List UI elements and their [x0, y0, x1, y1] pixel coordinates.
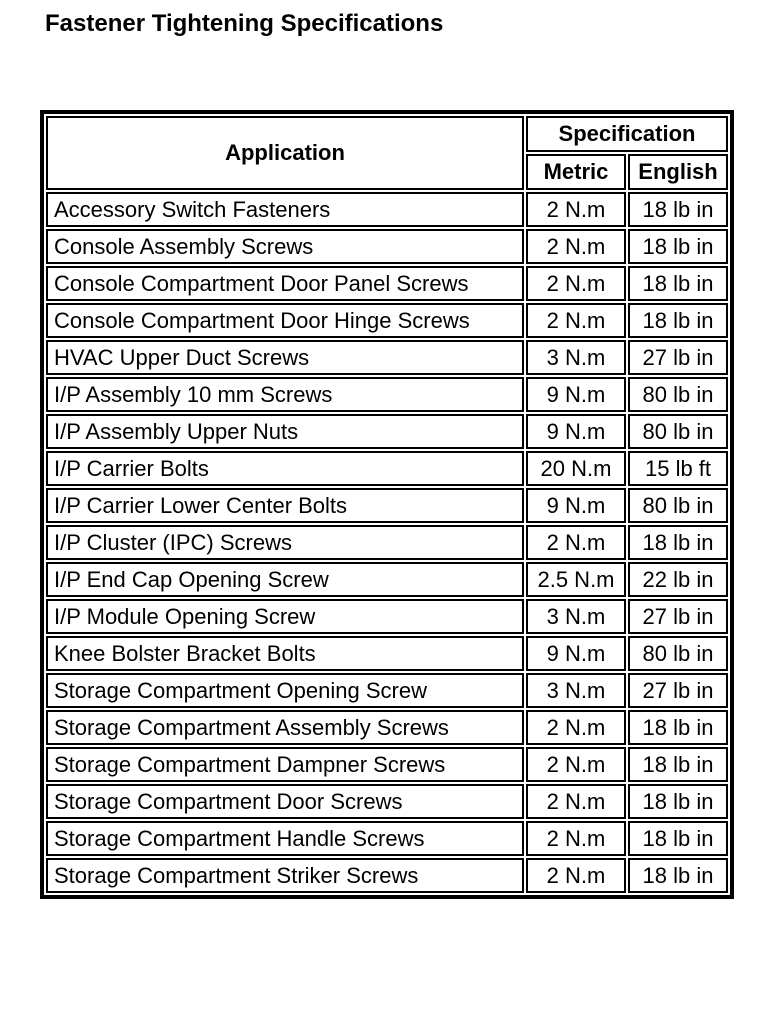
- english-cell: 18 lb in: [628, 858, 728, 893]
- metric-cell: 2 N.m: [526, 821, 626, 856]
- metric-cell: 2.5 N.m: [526, 562, 626, 597]
- application-cell: Storage Compartment Handle Screws: [46, 821, 524, 856]
- application-cell: HVAC Upper Duct Screws: [46, 340, 524, 375]
- table-row: [46, 266, 728, 301]
- application-cell: I/P Assembly 10 mm Screws: [46, 377, 524, 412]
- metric-cell: 20 N.m: [526, 451, 626, 486]
- english-cell: 27 lb in: [628, 599, 728, 634]
- table-row: [46, 303, 728, 338]
- application-cell: I/P Carrier Bolts: [46, 451, 524, 486]
- table-row: [46, 562, 728, 597]
- table-row: [46, 377, 728, 412]
- table-row: [46, 710, 728, 745]
- english-cell: 80 lb in: [628, 377, 728, 412]
- metric-cell: 9 N.m: [526, 488, 626, 523]
- english-cell: 22 lb in: [628, 562, 728, 597]
- table-row: [46, 192, 728, 227]
- english-cell: 27 lb in: [628, 673, 728, 708]
- application-cell: I/P End Cap Opening Screw: [46, 562, 524, 597]
- english-cell: 80 lb in: [628, 488, 728, 523]
- spec-table-body: [46, 192, 728, 893]
- english-cell: 80 lb in: [628, 414, 728, 449]
- metric-cell: 9 N.m: [526, 414, 626, 449]
- metric-cell: 3 N.m: [526, 673, 626, 708]
- application-cell: I/P Module Opening Screw: [46, 599, 524, 634]
- metric-cell: 2 N.m: [526, 303, 626, 338]
- application-cell: Storage Compartment Door Screws: [46, 784, 524, 819]
- table-row: [46, 636, 728, 671]
- table-row: [46, 414, 728, 449]
- application-cell: I/P Carrier Lower Center Bolts: [46, 488, 524, 523]
- metric-cell: 3 N.m: [526, 599, 626, 634]
- table-row: [46, 599, 728, 634]
- table-row: [46, 340, 728, 375]
- header-row-top: [46, 116, 728, 152]
- metric-cell: 2 N.m: [526, 747, 626, 782]
- metric-cell: 2 N.m: [526, 858, 626, 893]
- metric-cell: 9 N.m: [526, 636, 626, 671]
- metric-cell: 2 N.m: [526, 784, 626, 819]
- application-cell: I/P Cluster (IPC) Screws: [46, 525, 524, 560]
- page-title: Fastener Tightening Specifications: [45, 10, 444, 37]
- application-cell: Console Compartment Door Panel Screws: [46, 266, 524, 301]
- application-cell: Storage Compartment Assembly Screws: [46, 710, 524, 745]
- application-cell: Accessory Switch Fasteners: [46, 192, 524, 227]
- metric-cell: 2 N.m: [526, 710, 626, 745]
- english-cell: 18 lb in: [628, 229, 728, 264]
- application-cell: Console Compartment Door Hinge Screws: [46, 303, 524, 338]
- english-cell: 18 lb in: [628, 192, 728, 227]
- english-cell: 80 lb in: [628, 636, 728, 671]
- english-cell: 18 lb in: [628, 266, 728, 301]
- application-cell: Knee Bolster Bracket Bolts: [46, 636, 524, 671]
- application-cell: I/P Assembly Upper Nuts: [46, 414, 524, 449]
- english-cell: 18 lb in: [628, 747, 728, 782]
- table-row: [46, 451, 728, 486]
- table-row: [46, 821, 728, 856]
- table-row: [46, 858, 728, 893]
- application-cell: Storage Compartment Striker Screws: [46, 858, 524, 893]
- table-row: [46, 673, 728, 708]
- metric-cell: 2 N.m: [526, 266, 626, 301]
- metric-cell: 2 N.m: [526, 192, 626, 227]
- column-header-application: Application: [46, 116, 524, 190]
- application-cell: Console Assembly Screws: [46, 229, 524, 264]
- table-row: [46, 229, 728, 264]
- spec-table-header: [46, 116, 728, 190]
- table-row: [46, 488, 728, 523]
- english-cell: 18 lb in: [628, 525, 728, 560]
- table-row: [46, 747, 728, 782]
- column-header-english: English: [628, 154, 728, 190]
- metric-cell: 9 N.m: [526, 377, 626, 412]
- fastener-spec-table: [40, 110, 734, 899]
- metric-cell: 3 N.m: [526, 340, 626, 375]
- english-cell: 27 lb in: [628, 340, 728, 375]
- english-cell: 18 lb in: [628, 821, 728, 856]
- english-cell: 18 lb in: [628, 710, 728, 745]
- metric-cell: 2 N.m: [526, 525, 626, 560]
- column-header-metric: Metric: [526, 154, 626, 190]
- english-cell: 18 lb in: [628, 303, 728, 338]
- table-row: [46, 525, 728, 560]
- metric-cell: 2 N.m: [526, 229, 626, 264]
- application-cell: Storage Compartment Dampner Screws: [46, 747, 524, 782]
- application-cell: Storage Compartment Opening Screw: [46, 673, 524, 708]
- english-cell: 15 lb ft: [628, 451, 728, 486]
- english-cell: 18 lb in: [628, 784, 728, 819]
- column-header-specification: Specification: [526, 116, 728, 152]
- table-row: [46, 784, 728, 819]
